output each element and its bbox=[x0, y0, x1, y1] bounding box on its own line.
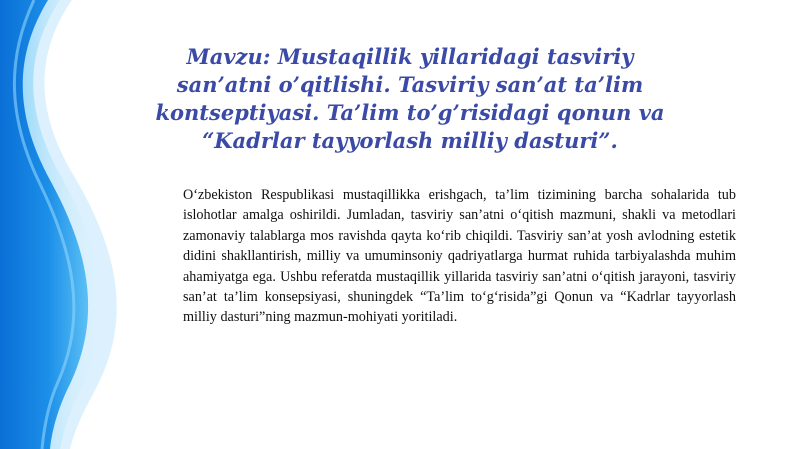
slide-title: Mavzu: Mustaqillik yillaridagi tasviriy san’atni o’qitlishi. Tasviriy san’at ta’lim kontseptiyasi. Ta’lim to’g’risidagi qonun va “Kadrlar tayyorlash milliy dasturi”. bbox=[155, 44, 665, 153]
slide-body-text: O‘zbekiston Respublikasi mustaqillikka erishgach, ta’lim tizimining barcha sohalarida tub islohotlar amalga oshirildi. Jumladan, tasviriy san’atni o‘qitish mazmuni, shakli va metodlari zamonaviy talablarga mos ravishda qayta ko‘rib chiqildi. Tasviriy san’at yosh avlodning estetik didini shakllantirish, milliy va umuminsoniy qadriyatlarga hurmat ruhida tarbiyalashda muhim ahamiyatga ega. Ushbu referatda mustaqillik yillarida tasviriy san’atni o‘qitish jarayoni, tasviriy san’at ta’lim konsepsiyasi, shuningdek “Ta’lim to‘g‘risida”gi Qonun va “Kadrlar tayyorlash milliy dasturi”ning mazmun-mohiyati yoritiladi. bbox=[183, 187, 736, 326]
